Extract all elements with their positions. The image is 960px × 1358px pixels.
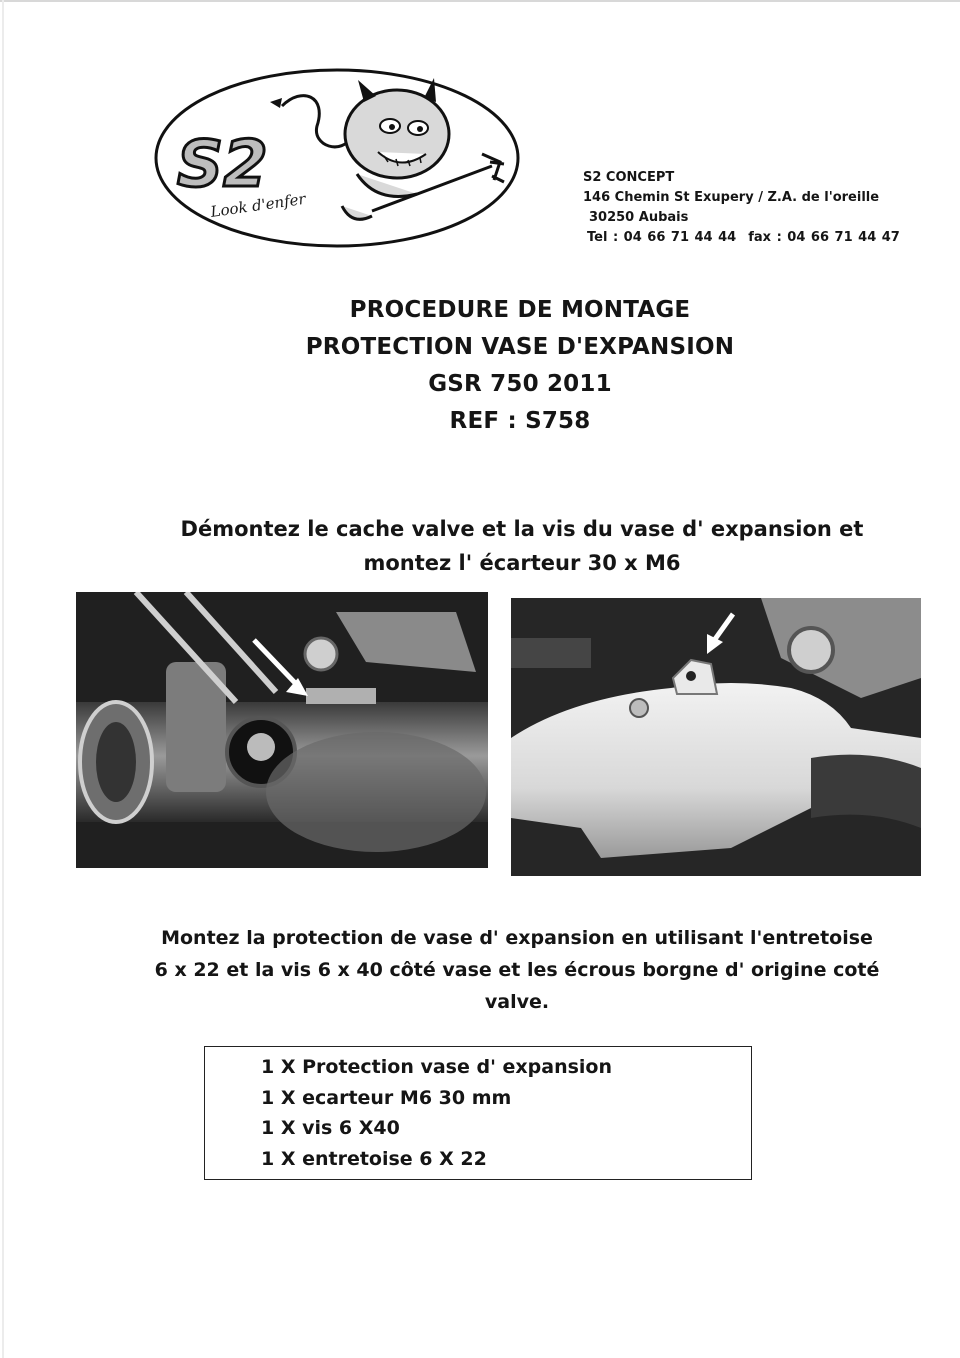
- logo-tagline: Look d'enfer: [209, 189, 307, 221]
- company-address: 146 Chemin St Exupery / Z.A. de l'oreille: [583, 190, 880, 205]
- scan-top-line: [0, 0, 960, 2]
- company-city: 30250 Aubais: [589, 210, 689, 225]
- company-tel: Tel : 04 66 71 44 44: [587, 230, 737, 245]
- company-name: S2 CONCEPT: [583, 170, 675, 185]
- svg-text:S2: S2: [177, 128, 268, 202]
- step-2-instruction: [96, 922, 938, 1018]
- parts-list-item: 1 X vis 6 X40: [261, 1117, 400, 1139]
- scan-left-edge: [2, 0, 4, 1358]
- s2-logo: [152, 66, 524, 250]
- step-2-line-2: 6 x 22 et la vis 6 x 40 côté vase et les écrous borgne d' origine coté: [154, 959, 880, 981]
- engine-valve-photo: [76, 592, 488, 868]
- company-fax: fax : 04 66 71 44 47: [748, 230, 900, 245]
- parts-list-box: [204, 1046, 752, 1180]
- title-line-4: REF : S758: [449, 408, 591, 434]
- step-2-line-3: valve.: [484, 991, 550, 1013]
- step-1-instruction: [112, 512, 932, 580]
- parts-list-item: 1 X Protection vase d' expansion: [261, 1056, 613, 1078]
- step-1-line-1: Démontez le cache valve et la vis du vase d' expansion et: [180, 517, 864, 541]
- parts-list-item: 1 X ecarteur M6 30 mm: [261, 1086, 512, 1109]
- step-2-line-1: Montez la protection de vase d' expansion en utilisant l'entretoise: [161, 927, 873, 949]
- title-line-3: GSR 750 2011: [428, 371, 612, 397]
- company-info: [583, 168, 900, 248]
- title-line-2: PROTECTION VASE D'EXPANSION: [305, 334, 735, 360]
- step-1-line-2: montez l' écarteur 30 x M6: [363, 551, 681, 575]
- company-contact: [583, 228, 900, 248]
- title-line-1: PROCEDURE DE MONTAGE: [349, 297, 691, 323]
- expansion-tank-photo: [511, 598, 921, 876]
- parts-list-item: 1 X entretoise 6 X 22: [261, 1147, 487, 1170]
- document-title: [0, 292, 960, 440]
